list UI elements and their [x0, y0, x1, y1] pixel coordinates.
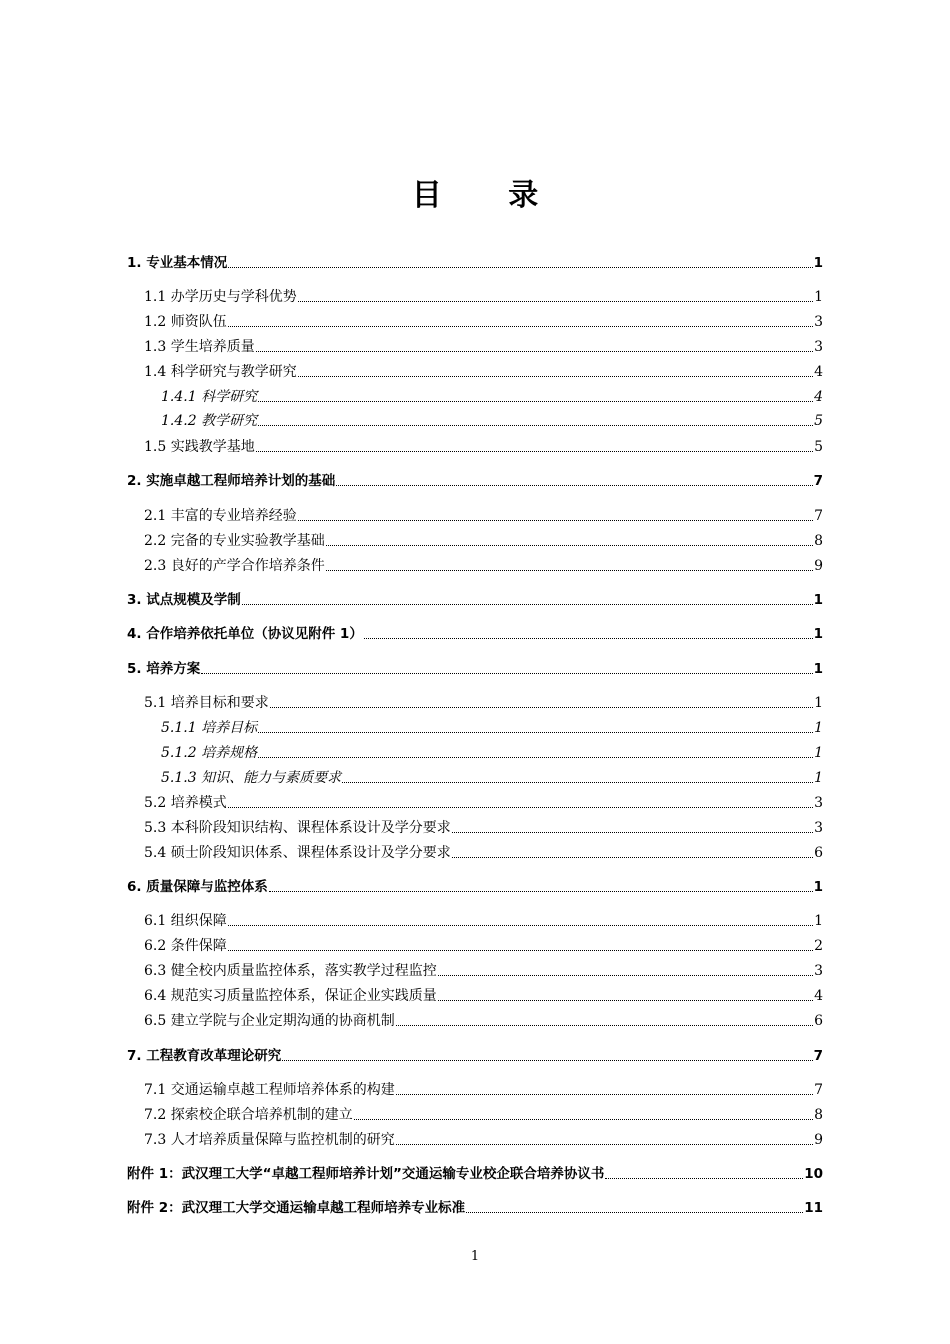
toc-entry-label: 6.5 建立学院与企业定期沟通的协商机制 [144, 1013, 395, 1029]
toc-entry-page: 8 [814, 1107, 823, 1123]
toc-entry[interactable] [144, 962, 823, 980]
toc-entry[interactable] [127, 625, 823, 643]
page-number: 1 [470, 1249, 480, 1264]
toc-entry-label: 5.4 硕士阶段知识体系、课程体系设计及学分要求 [144, 845, 451, 861]
toc-entry[interactable] [144, 694, 823, 712]
toc-entry-label: 6. 质量保障与监控体系 [127, 879, 268, 895]
dot-leader [326, 558, 813, 571]
toc-entry-label: 1.5 实践教学基地 [144, 439, 255, 455]
toc-entry-label: 7.3 人才培养质量保障与监控机制的研究 [144, 1132, 395, 1148]
toc-entry[interactable] [144, 338, 823, 356]
toc-entry-page: 6 [814, 845, 823, 861]
toc-entry-label: 4. 合作培养依托单位（协议见附件 1） [127, 626, 363, 642]
toc-entry-page: 8 [814, 533, 823, 549]
toc-entry[interactable] [161, 744, 823, 762]
dot-leader [452, 820, 813, 833]
toc-entry-page: 1 [814, 770, 823, 786]
dot-leader [342, 770, 813, 783]
toc-entry-page: 3 [814, 314, 823, 330]
toc-entry[interactable] [144, 1081, 823, 1099]
dot-leader [605, 1166, 803, 1179]
toc-entry-label: 5. 培养方案 [127, 661, 201, 677]
toc-entry[interactable] [144, 1131, 823, 1149]
dot-leader [452, 845, 813, 858]
dot-leader [396, 1132, 813, 1145]
dot-leader [258, 389, 813, 402]
toc-entry[interactable] [127, 254, 823, 272]
toc-entry-page: 7 [814, 508, 823, 524]
toc-entry[interactable] [144, 363, 823, 381]
toc-entry-page: 3 [814, 795, 823, 811]
toc-entry[interactable] [144, 438, 823, 456]
toc-entry-page: 4 [814, 364, 823, 380]
dot-leader [228, 795, 813, 808]
dot-leader [258, 413, 813, 426]
toc-entry-page: 7 [814, 1082, 823, 1098]
dot-leader [258, 745, 813, 758]
toc-entry-label: 6.3 健全校内质量监控体系，落实教学过程监控 [144, 963, 437, 979]
toc-entry-label: 5.1 培养目标和要求 [144, 695, 269, 711]
dot-leader [282, 1048, 812, 1061]
toc-entry-page: 9 [814, 558, 823, 574]
toc-entry-label: 5.3 本科阶段知识结构、课程体系设计及学分要求 [144, 820, 451, 836]
toc-entry[interactable] [144, 313, 823, 331]
toc-entry[interactable] [127, 1199, 823, 1217]
toc-entry[interactable] [161, 412, 823, 430]
toc-entry[interactable] [144, 912, 823, 930]
dot-leader [228, 314, 813, 327]
dot-leader [256, 439, 813, 452]
toc-entry-label: 1.4.2 教学研究 [161, 413, 258, 429]
dot-leader [269, 879, 813, 892]
dot-leader [438, 963, 813, 976]
dot-leader [354, 1107, 813, 1120]
toc-entry-page: 1 [814, 913, 823, 929]
toc-entry-label: 7.2 探索校企联合培养机制的建立 [144, 1107, 353, 1123]
dot-leader [242, 592, 813, 605]
toc-entry-label: 6.4 规范实习质量监控体系，保证企业实践质量 [144, 988, 437, 1004]
toc-entry-page: 1 [813, 592, 823, 608]
toc-entry-page: 1 [813, 626, 823, 642]
dot-leader [364, 626, 813, 639]
dot-leader [298, 508, 813, 521]
toc-entry-page: 3 [814, 963, 823, 979]
toc-entry-page: 11 [804, 1200, 823, 1216]
toc-entry-label: 5.1.2 培养规格 [161, 745, 258, 761]
toc-entry-page: 9 [814, 1132, 823, 1148]
toc-entry-page: 1 [813, 879, 823, 895]
toc-entry-page: 5 [814, 439, 823, 455]
toc-entry[interactable] [127, 472, 823, 490]
toc-entry[interactable] [127, 660, 823, 678]
toc-entry[interactable] [127, 591, 823, 609]
toc-entry-page: 6 [814, 1013, 823, 1029]
toc-entry-page: 1 [813, 255, 823, 271]
toc-entry[interactable] [144, 937, 823, 955]
toc-entry-label: 附件 2：武汉理工大学交通运输卓越工程师培养专业标准 [127, 1200, 466, 1216]
toc-entry[interactable] [144, 532, 823, 550]
toc-entry-label: 6.1 组织保障 [144, 913, 227, 929]
toc-entry-label: 5.1.3 知识、能力与素质要求 [161, 770, 342, 786]
dot-leader [438, 988, 813, 1001]
toc-entry-label: 附件 1：武汉理工大学“卓越工程师培养计划”交通运输专业校企联合培养协议书 [127, 1166, 605, 1182]
toc-entry-page: 1 [814, 695, 823, 711]
toc-entry-label: 1.1 办学历史与学科优势 [144, 289, 297, 305]
dot-leader [298, 289, 813, 302]
dot-leader [256, 339, 813, 352]
toc-entry[interactable] [144, 507, 823, 525]
toc-entry-page: 3 [814, 820, 823, 836]
toc-entry[interactable] [144, 987, 823, 1005]
toc-entry-label: 6.2 条件保障 [144, 938, 227, 954]
toc-entry-page: 1 [814, 289, 823, 305]
toc-entry-page: 2 [814, 938, 823, 954]
toc-entry-label: 2. 实施卓越工程师培养计划的基础 [127, 473, 336, 489]
toc-entry-label: 1.4.1 科学研究 [161, 389, 258, 405]
toc-entry[interactable] [161, 769, 823, 787]
toc-entry-page: 7 [813, 473, 823, 489]
dot-leader [228, 255, 812, 268]
toc-entry[interactable] [161, 719, 823, 737]
toc-entry-label: 5.2 培养模式 [144, 795, 227, 811]
toc-entry-page: 4 [814, 988, 823, 1004]
toc-entry-label: 1.4 科学研究与教学研究 [144, 364, 297, 380]
toc-entry-page: 7 [813, 1048, 823, 1064]
toc-entry-page: 10 [804, 1166, 823, 1182]
dot-leader [396, 1013, 813, 1026]
dot-leader [228, 913, 813, 926]
dot-leader [298, 364, 813, 377]
dot-leader [326, 533, 813, 546]
dot-leader [336, 473, 812, 486]
toc-entry[interactable] [144, 288, 823, 306]
toc-entry-label: 2.2 完备的专业实验教学基础 [144, 533, 325, 549]
dot-leader [396, 1082, 813, 1095]
toc-entry[interactable] [144, 819, 823, 837]
toc-entry-label: 5.1.1 培养目标 [161, 720, 258, 736]
toc-entry[interactable] [127, 1165, 823, 1183]
toc-entry[interactable] [127, 878, 823, 896]
dot-leader [201, 661, 812, 674]
dot-leader [270, 695, 813, 708]
toc-entry-label: 7.1 交通运输卓越工程师培养体系的构建 [144, 1082, 395, 1098]
toc-entry-page: 5 [814, 413, 823, 429]
dot-leader [466, 1200, 803, 1213]
toc-entry-label: 1. 专业基本情况 [127, 255, 228, 271]
page-title: 目 录 [411, 178, 567, 213]
toc-entry-label: 7. 工程教育改革理论研究 [127, 1048, 282, 1064]
toc-entry[interactable] [161, 388, 823, 406]
toc-entry-label: 2.3 良好的产学合作培养条件 [144, 558, 325, 574]
toc-entry[interactable] [144, 1106, 823, 1124]
toc-entry[interactable] [144, 844, 823, 862]
toc-entry[interactable] [127, 1047, 823, 1065]
toc-entry-page: 1 [813, 661, 823, 677]
toc-entry-label: 3. 试点规模及学制 [127, 592, 241, 608]
toc-entry-page: 1 [814, 745, 823, 761]
toc-entry-label: 2.1 丰富的专业培养经验 [144, 508, 297, 524]
dot-leader [258, 720, 813, 733]
toc-entry[interactable] [144, 1012, 823, 1030]
toc-entry[interactable] [144, 794, 823, 812]
toc-entry-label: 1.2 师资队伍 [144, 314, 227, 330]
toc-entry[interactable] [144, 557, 823, 575]
toc-entry-page: 1 [814, 720, 823, 736]
dot-leader [228, 938, 813, 951]
toc-entry-page: 4 [814, 389, 823, 405]
toc-entry-label: 1.3 学生培养质量 [144, 339, 255, 355]
toc-entry-page: 3 [814, 339, 823, 355]
